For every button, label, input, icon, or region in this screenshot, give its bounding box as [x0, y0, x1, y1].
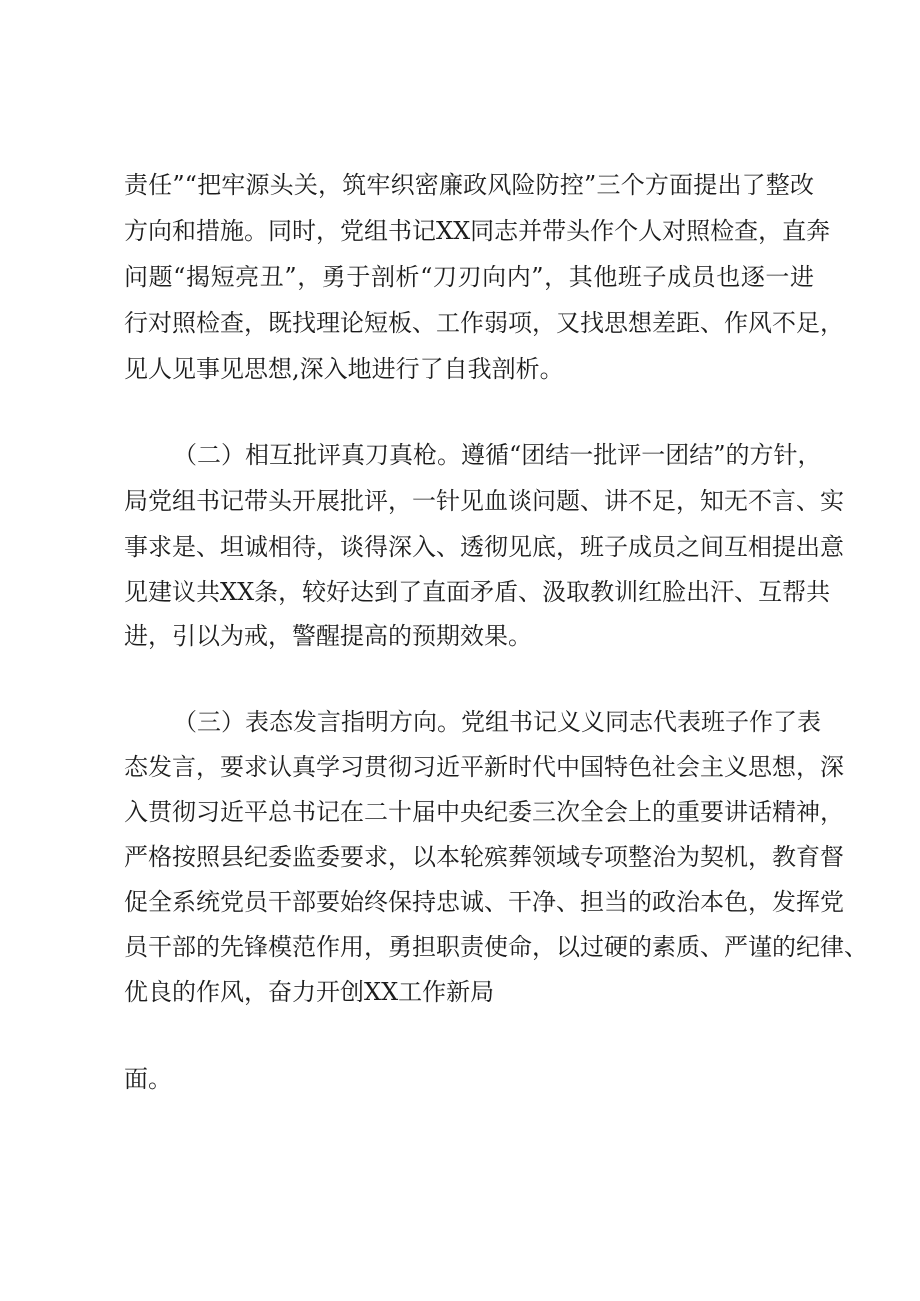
text-line: （二）相互批评真刀真枪。遵循“团结一批评一团结”的方针， — [173, 441, 822, 469]
text-line: 责任”“把牢源头关，筑牢织密廉政风险防控”三个方面提出了整改 — [124, 171, 814, 199]
text-line: 严格按照县纪委监委要求，以本轮殡葬领域专项整治为契机，教育督 — [124, 843, 844, 871]
text-line: 进，引以为戒，警醒提高的预期效果。 — [124, 622, 532, 650]
text-line: 促全系统党员干部要始终保持忠诚、干净、担当的政治本色，发挥党 — [124, 888, 844, 916]
text-line: 优良的作风，奋力开创XX工作新局 — [124, 978, 495, 1006]
text-line: 方向和措施。同时，党组书记XX同志并带头作个人对照检查，直奔 — [124, 217, 831, 245]
text-line: 面。 — [124, 1065, 172, 1093]
text-line: （三）表态发言指明方向。党组书记义义同志代表班子作了表 — [173, 708, 821, 736]
text-line: 问题“揭短亮丑”，勇于剖析“刀刃向内”，其他班子成员也逐一进 — [124, 263, 814, 291]
text-line: 员干部的先锋模范作用，勇担职责使命，以过硬的素质、严谨的纪律、 — [124, 933, 868, 961]
text-line: 见建议共XX条，较好达到了直面矛盾、汲取教训红脸出汗、互帮共 — [124, 578, 831, 606]
text-line: 入贯彻习近平总书记在二十届中央纪委三次全会上的重要讲话精神， — [124, 798, 844, 826]
text-line: 局党组书记带头开展批评，一针见血谈问题、讲不足，知无不言、实 — [124, 487, 844, 515]
text-line: 行对照检查，既找理论短板、工作弱项，又找思想差距、作风不足， — [124, 309, 844, 337]
text-line: 事求是、坦诚相待，谈得深入、透彻见底，班子成员之间互相提出意 — [124, 533, 844, 561]
text-line: 态发言，要求认真学习贯彻习近平新时代中国特色社会主义思想，深 — [124, 753, 844, 781]
text-line: 见人见事见思想,深入地进行了自我剖析。 — [124, 355, 564, 383]
